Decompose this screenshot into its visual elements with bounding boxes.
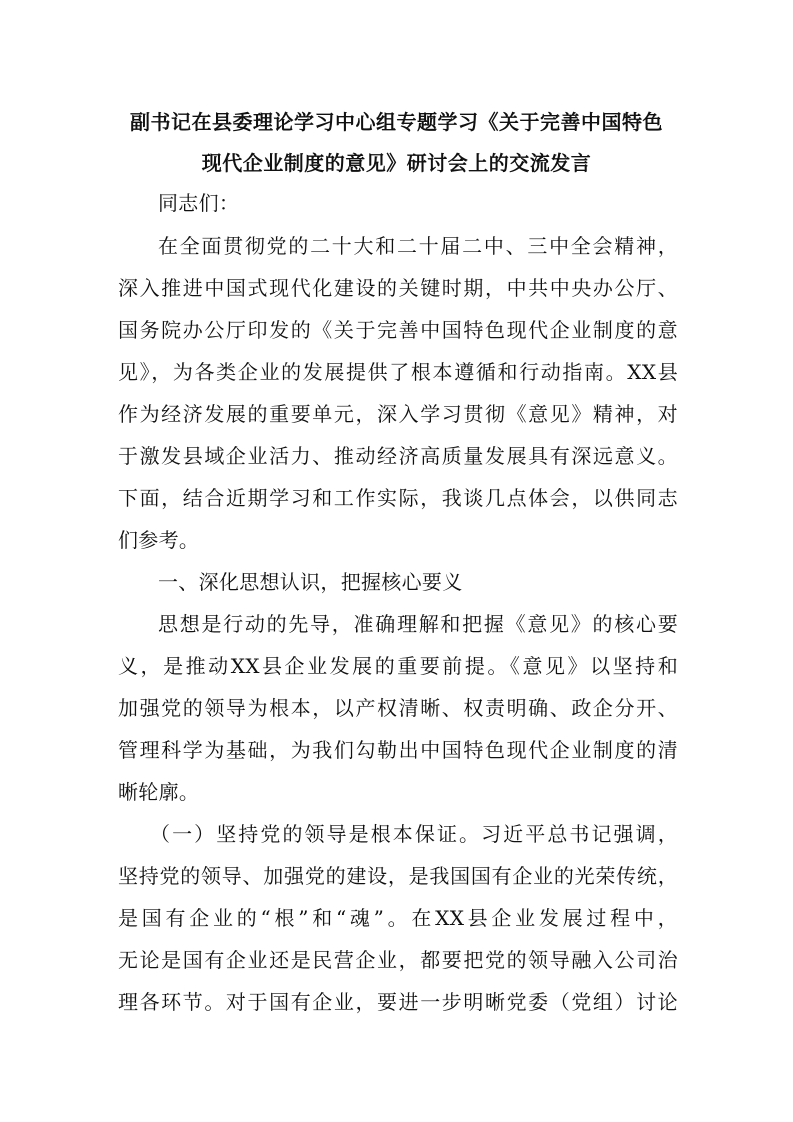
paragraph-1-line-1: 在全面贯彻党的二十大和二十届二中、三中全会精神， [158,234,678,258]
paragraph-3-line-5: 理各环节。对于国有企业，要进一步明晰党委（党组）讨论 [118,990,678,1014]
paragraph-3-line-4: 无论是国有企业还是民营企业，都要把党的领导融入公司治 [118,948,678,972]
paragraph-3-line-1: （一）坚持党的领导是根本保证。习近平总书记强调， [150,822,678,846]
salutation: 同志们： [158,191,240,215]
paragraph-1-line-3: 国务院办公厅印发的《关于完善中国特色现代企业制度的意 [118,318,678,342]
paragraph-3-line-2: 坚持党的领导、加强党的建设，是我国国有企业的光荣传统， [118,864,678,888]
paragraph-3-line-3: 是国有企业的“根”和“魂”。在XX县企业发展过程中， [118,906,678,930]
paragraph-1-line-5: 作为经济发展的重要单元，深入学习贯彻《意见》精神，对 [118,402,678,426]
paragraph-1-line-4: 见》，为各类企业的发展提供了根本遵循和行动指南。XX县 [118,360,678,384]
paragraph-1-line-2: 深入推进中国式现代化建设的关键时期，中共中央办公厅、 [118,276,678,300]
paragraph-1-line-7: 下面，结合近期学习和工作实际，我谈几点体会，以供同志 [118,486,678,510]
paragraph-1-line-6: 于激发县域企业活力、推动经济高质量发展具有深远意义。 [118,444,678,468]
paragraph-2-line-1: 思想是行动的先导，准确理解和把握《意见》的核心要 [158,612,678,636]
paragraph-2-line-3: 加强党的领导为根本，以产权清晰、权责明确、政企分开、 [118,696,678,720]
paragraph-2-line-5: 晰轮廓。 [118,780,200,804]
document-title-line-2: 现代企业制度的意见》研讨会上的交流发言 [201,151,592,175]
document-title-line-1: 副书记在县委理论学习中心组专题学习《关于完善中国特色 [130,110,663,134]
section-1-heading: 一、深化思想认识，把握核心要义 [158,570,463,594]
paragraph-2-line-2: 义，是推动XX县企业发展的重要前提。《意见》以坚持和 [118,654,678,678]
paragraph-1-line-8: 们参考。 [118,528,200,552]
paragraph-2-line-4: 管理科学为基础，为我们勾勒出中国特色现代企业制度的清 [118,738,678,762]
